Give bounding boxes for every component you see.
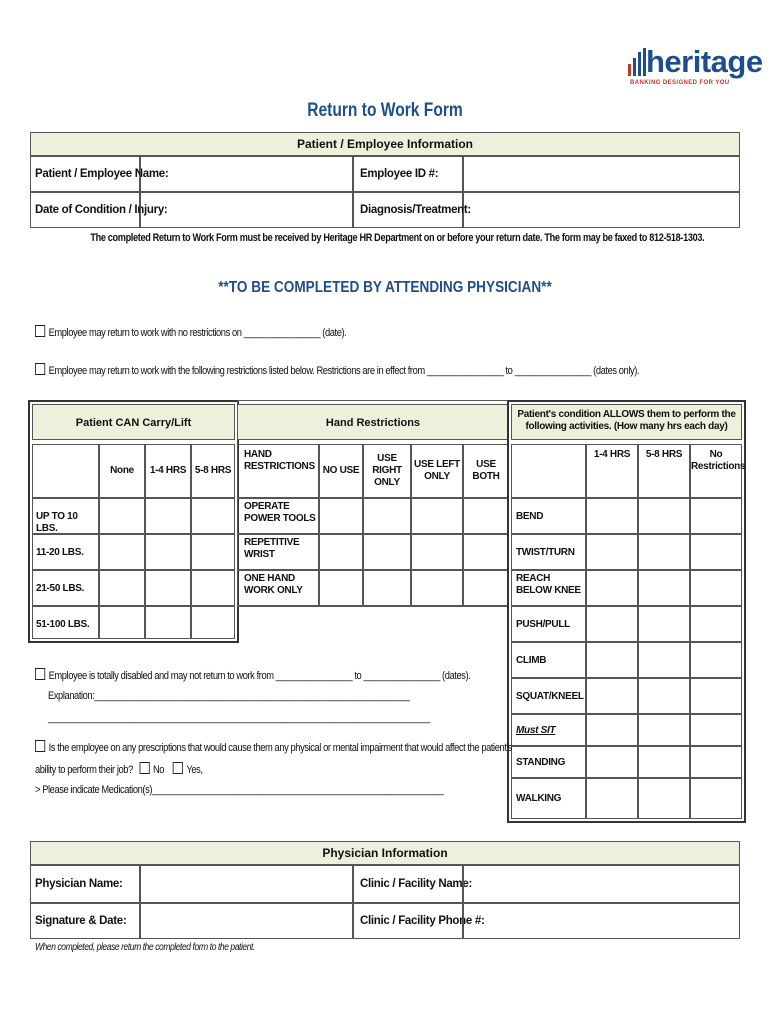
activities-col-no-restrictions: No Restrictions [690, 444, 742, 498]
footer-note: When completed, please return the completed form to the patient. [35, 942, 255, 953]
activity-input-cell[interactable] [638, 498, 690, 534]
hand-row-label: OPERATE POWER TOOLS [237, 498, 319, 534]
hand-input-cell[interactable] [463, 534, 509, 570]
option-with-restrictions [35, 363, 639, 377]
activity-input-cell[interactable] [586, 570, 638, 606]
totally-disabled-option [35, 668, 470, 682]
activity-input-cell[interactable] [586, 678, 638, 714]
carry-row-label: 51-100 LBS. [32, 606, 99, 639]
prescriptions-text-2: ability to perform their job? [35, 764, 133, 776]
hand-col-no-use: NO USE [319, 444, 363, 498]
hand-input-cell[interactable] [363, 534, 411, 570]
hand-restrictions-header [237, 404, 509, 440]
carry-input-cell[interactable] [191, 534, 235, 570]
physician-name-label-cell [30, 865, 140, 903]
yes-label: Yes, [186, 764, 203, 776]
hand-input-cell[interactable] [363, 498, 411, 534]
clinic-name-label: Clinic / Facility Name: [360, 878, 472, 890]
physician-info-header: Physician Information [30, 841, 740, 865]
activity-row-label: WALKING [511, 778, 586, 819]
employee-id-field[interactable] [463, 156, 740, 192]
signature-label-cell [30, 903, 140, 939]
logo-tagline: BANKING DESIGNED FOR YOU [630, 80, 730, 86]
activity-row-label: SQUAT/KNEEL [511, 678, 586, 714]
hand-restrictions-header-text: Hand Restrictions [325, 417, 421, 429]
activity-row-label: REACH BELOW KNEE [511, 570, 586, 606]
carry-col-1-4: 1-4 HRS [145, 444, 191, 498]
activity-input-cell[interactable] [690, 570, 742, 606]
activity-input-cell[interactable] [586, 746, 638, 778]
carry-input-cell[interactable] [191, 498, 235, 534]
medication-line[interactable]: > Please indicate Medication(s)_____________________________________________________________ [35, 784, 444, 796]
activity-input-cell[interactable] [638, 642, 690, 678]
totally-disabled-checkbox[interactable] [35, 668, 45, 680]
hand-input-cell[interactable] [411, 534, 463, 570]
activity-input-cell[interactable] [690, 678, 742, 714]
carry-input-cell[interactable] [191, 570, 235, 606]
date-label-cell [30, 192, 168, 228]
carry-input-cell[interactable] [145, 606, 191, 639]
hand-input-cell[interactable] [463, 570, 509, 606]
activity-input-cell[interactable] [586, 606, 638, 642]
with-restrictions-checkbox[interactable] [35, 363, 45, 375]
hand-input-cell[interactable] [319, 498, 363, 534]
activities-col-5-8: 5-8 HRS [638, 444, 690, 498]
carry-input-cell[interactable] [99, 570, 145, 606]
physician-name-label: Physician Name: [35, 878, 123, 890]
activity-input-cell[interactable] [586, 534, 638, 570]
patient-name-field[interactable] [140, 156, 353, 192]
date-of-condition-label: Date of Condition / Injury: [35, 204, 168, 216]
hand-input-cell[interactable] [411, 498, 463, 534]
activity-input-cell[interactable] [690, 746, 742, 778]
diagnosis-field[interactable] [463, 192, 740, 228]
activity-input-cell[interactable] [638, 714, 690, 746]
hand-col-left: USE LEFT ONLY [411, 444, 463, 498]
explanation-line[interactable]: Explanation:__________________________________________________________________ [48, 690, 410, 702]
hand-first-col-header: HAND RESTRICTIONS [237, 444, 319, 498]
activities-header-text: Patient's condition ALLOWS them to perform the following activities. (How many hrs each day) [517, 409, 736, 432]
activity-input-cell[interactable] [690, 778, 742, 819]
clinic-name-label-cell [353, 865, 472, 903]
hand-row-label: REPETITIVE WRIST [237, 534, 319, 570]
patient-name-label: Patient / Employee Name: [35, 168, 169, 180]
carry-corner-cell [32, 444, 99, 498]
clinic-phone-label: Clinic / Facility Phone #: [360, 915, 485, 927]
activity-row-label [511, 714, 586, 746]
logo-wordmark: heritage [646, 44, 763, 79]
activity-row-label: TWIST/TURN [511, 534, 586, 570]
activities-col-1-4: 1-4 HRS [586, 444, 638, 498]
activity-input-cell[interactable] [638, 778, 690, 819]
hand-input-cell[interactable] [411, 570, 463, 606]
explanation-line-2[interactable]: ________________________________________________________________________________ [48, 712, 431, 724]
carry-lift-header-text: Patient CAN Carry/Lift [75, 417, 192, 429]
activity-input-cell[interactable] [638, 570, 690, 606]
carry-input-cell[interactable] [145, 534, 191, 570]
activities-corner-cell [511, 444, 586, 498]
activity-input-cell[interactable] [690, 714, 742, 746]
activity-input-cell[interactable] [690, 642, 742, 678]
patient-info-header: Patient / Employee Information [30, 132, 740, 156]
activity-row-label: BEND [511, 498, 586, 534]
activity-input-cell[interactable] [638, 678, 690, 714]
patient-name-label-cell [30, 156, 169, 192]
clinic-name-field[interactable] [463, 865, 740, 903]
activity-input-cell[interactable] [690, 534, 742, 570]
clinic-phone-label-cell [353, 903, 485, 939]
activity-input-cell[interactable] [690, 606, 742, 642]
diagnosis-label: Diagnosis/Treatment: [360, 204, 471, 216]
activity-input-cell[interactable] [638, 746, 690, 778]
option-no-restrictions [35, 325, 346, 339]
physician-name-field[interactable] [140, 865, 353, 903]
carry-col-none: None [99, 444, 145, 498]
activity-input-cell[interactable] [638, 534, 690, 570]
hand-input-cell[interactable] [363, 570, 411, 606]
hand-col-both: USE BOTH [463, 444, 509, 498]
clinic-phone-field[interactable] [463, 903, 740, 939]
option-no-restrictions-text: Employee may return to work with no restrictions on ________________ (date). [48, 327, 347, 339]
fax-note: The completed Return to Work Form must be received by Heritage HR Department on or before your return date. The form may be faxed to 812-518-1303. [90, 232, 705, 244]
prescriptions-question [35, 740, 512, 754]
carry-input-cell[interactable] [99, 606, 145, 639]
hand-input-cell[interactable] [319, 534, 363, 570]
prescriptions-checkbox[interactable] [35, 740, 45, 752]
activity-input-cell[interactable] [690, 498, 742, 534]
physician-section-heading: **TO BE COMPLETED BY ATTENDING PHYSICIAN** [218, 279, 552, 296]
activity-input-cell[interactable] [586, 642, 638, 678]
totally-disabled-text: Employee is totally disabled and may not return to work from ________________ to ________________ (dates). [48, 670, 471, 682]
no-restrictions-checkbox[interactable] [35, 325, 45, 337]
option-with-restrictions-text: Employee may return to work with the following restrictions listed below. Restrictions are in effect from ________________ to ________________ (dates only). [48, 365, 640, 377]
prescriptions-answer [35, 762, 203, 776]
carry-col-5-8: 5-8 HRS [191, 444, 235, 498]
carry-input-cell[interactable] [145, 570, 191, 606]
carry-row-label: UP TO 10 LBS. [32, 498, 99, 534]
carry-input-cell[interactable] [191, 606, 235, 639]
no-checkbox[interactable] [139, 762, 149, 774]
logo-bars-icon [628, 48, 646, 76]
heritage-logo [628, 44, 763, 94]
carry-row-label: 21-50 LBS. [32, 570, 99, 606]
must-sit-label: Must SIT [516, 725, 556, 736]
employee-id-label-cell [353, 156, 463, 192]
hand-col-right: USE RIGHT ONLY [363, 444, 411, 498]
activity-input-cell[interactable] [586, 778, 638, 819]
carry-input-cell[interactable] [99, 498, 145, 534]
hand-input-cell[interactable] [319, 570, 363, 606]
employee-id-label: Employee ID #: [360, 168, 439, 180]
activity-row-label: CLIMB [511, 642, 586, 678]
hand-input-cell[interactable] [463, 498, 509, 534]
signature-date-field[interactable] [140, 903, 353, 939]
carry-lift-header [32, 404, 235, 440]
activity-input-cell[interactable] [586, 498, 638, 534]
activity-input-cell[interactable] [638, 606, 690, 642]
yes-checkbox[interactable] [173, 762, 183, 774]
activity-row-label: PUSH/PULL [511, 606, 586, 642]
activity-row-label: STANDING [511, 746, 586, 778]
diagnosis-label-cell [353, 192, 471, 228]
date-of-condition-field[interactable] [140, 192, 353, 228]
prescriptions-text: Is the employee on any prescriptions that would cause them any physical or mental impairment that would affect the patient's [48, 742, 513, 754]
page-title: Return to Work Form [307, 100, 463, 121]
no-label: No [152, 764, 165, 776]
activity-input-cell[interactable] [586, 714, 638, 746]
hand-row-label: ONE HAND WORK ONLY [237, 570, 319, 606]
signature-date-label: Signature & Date: [35, 915, 127, 927]
carry-input-cell[interactable] [145, 498, 191, 534]
carry-input-cell[interactable] [99, 534, 145, 570]
activities-header [511, 404, 742, 440]
carry-row-label: 11-20 LBS. [32, 534, 99, 570]
